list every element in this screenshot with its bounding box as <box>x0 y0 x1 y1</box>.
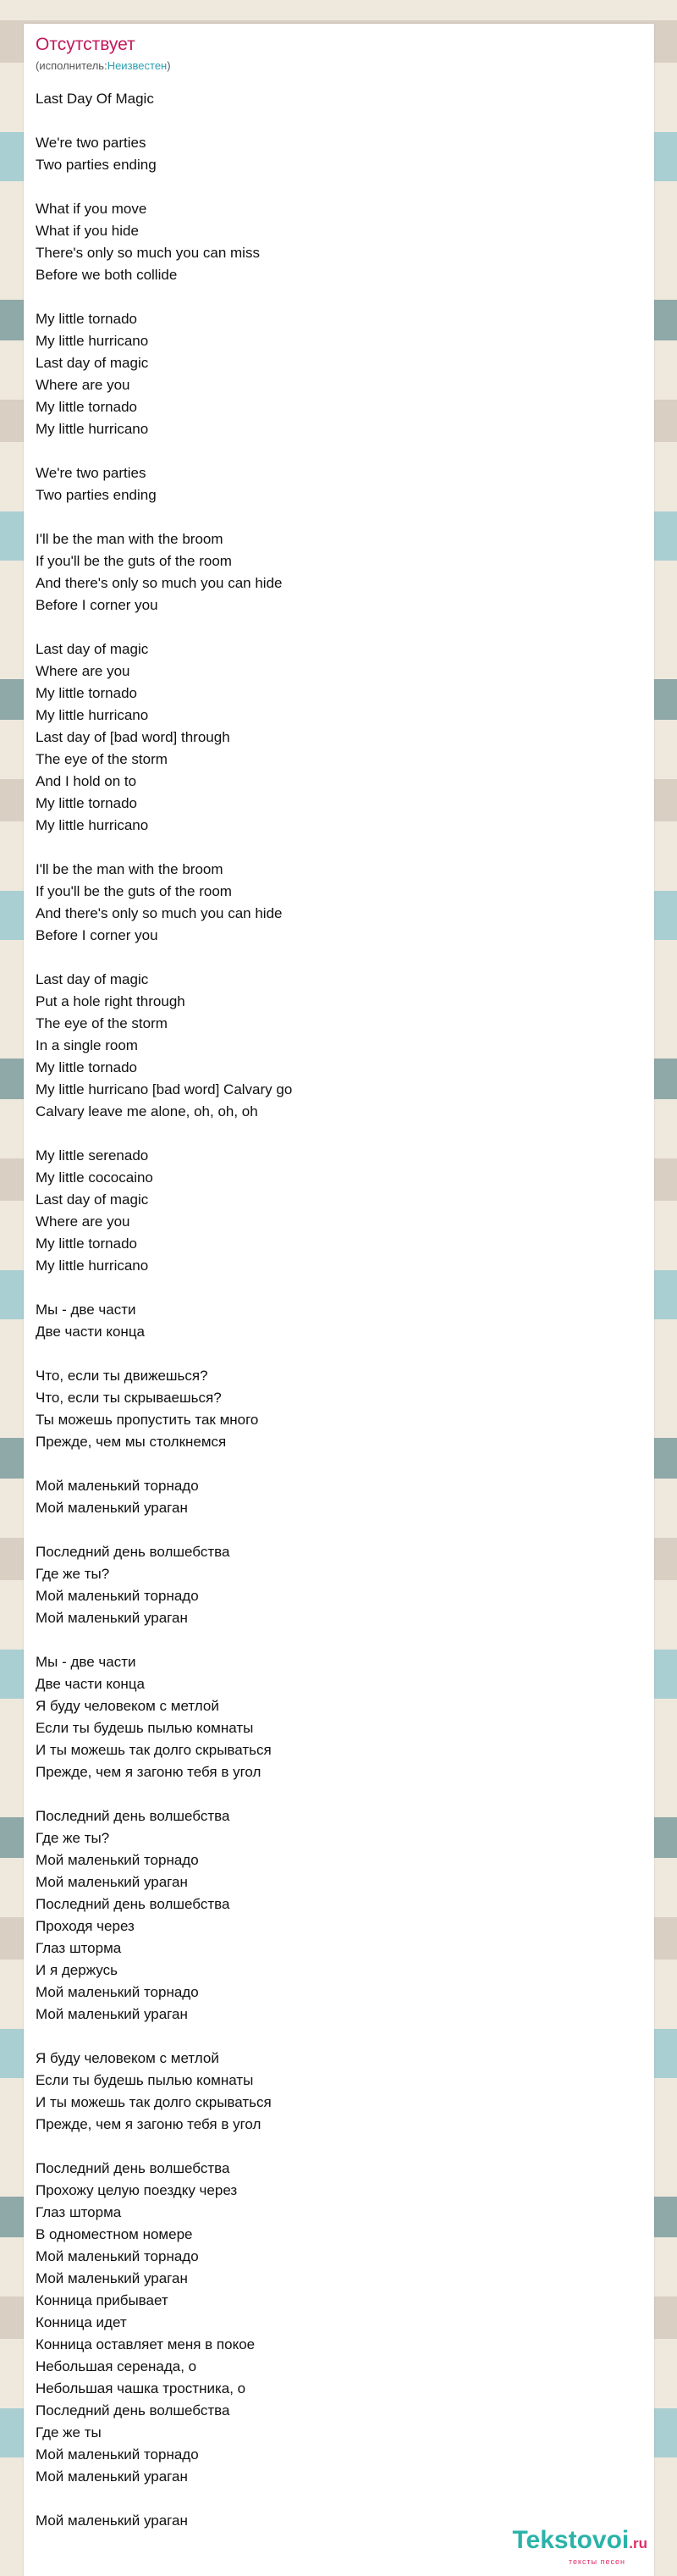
lyric-line: Before I corner you <box>36 597 158 613</box>
lyric-line: И я держусь <box>36 1962 118 1978</box>
lyric-line: If you'll be the guts of the room <box>36 553 232 569</box>
site-logo[interactable] <box>512 2527 647 2566</box>
lyric-line: Мой маленький ураган <box>36 2270 188 2286</box>
lyric-line: My little tornado <box>36 1059 137 1075</box>
stanza-gap <box>36 2488 628 2510</box>
stanza-gap <box>36 837 628 859</box>
lyric-line: Прохожу целую поездку через <box>36 2182 238 2198</box>
lyric-line: Последний день волшебства <box>36 1808 230 1824</box>
lyric-line: Ты можешь пропустить так много <box>36 1412 259 1428</box>
lyric-line: Прежде, чем я загоню тебя в угол <box>36 1764 261 1780</box>
lyric-line: Мой маленький ураган <box>36 1500 188 1516</box>
lyric-line: Где же ты? <box>36 1566 110 1582</box>
lyrics-page <box>24 24 654 2576</box>
lyric-line: Глаз шторма <box>36 2204 122 2220</box>
stanza-gap <box>36 1519 628 1541</box>
stanza-gap <box>36 2136 628 2158</box>
lyric-line: Конница идет <box>36 2314 127 2330</box>
lyric-line: My little hurricano <box>36 421 149 437</box>
lyric-line: И ты можешь так долго скрываться <box>36 1742 272 1758</box>
lyric-line: Если ты будешь пылью комнаты <box>36 2072 254 2088</box>
lyric-line: If you'll be the guts of the room <box>36 883 232 899</box>
lyric-line: Last Day Of Magic <box>36 91 154 107</box>
song-title: Отсутствует <box>36 35 135 54</box>
lyric-line: Where are you <box>36 663 130 679</box>
artist-link[interactable]: Неизвестен <box>107 59 168 72</box>
lyric-line: Мой маленький ураган <box>36 1610 188 1626</box>
lyric-line: My little tornado <box>36 311 137 327</box>
lyric-line: And there's only so much you can hide <box>36 575 283 591</box>
lyric-line: Прежде, чем я загоню тебя в угол <box>36 2116 261 2132</box>
stanza-gap <box>36 110 628 132</box>
lyric-line: Before we both collide <box>36 267 178 283</box>
stanza-gap <box>36 1277 628 1299</box>
lyric-line: Две части конца <box>36 1324 146 1340</box>
lyric-line: Если ты будешь пылью комнаты <box>36 1720 254 1736</box>
lyric-line: In a single room <box>36 1037 138 1053</box>
lyric-line: My little hurricano <box>36 1258 149 1274</box>
lyric-line: Небольшая серенада, о <box>36 2358 197 2374</box>
lyric-line: Мой маленький ураган <box>36 2468 188 2485</box>
stanza-gap <box>36 2026 628 2048</box>
lyric-line: My little hurricano [bad word] Calvary go <box>36 1081 293 1097</box>
lyric-line: I'll be the man with the broom <box>36 531 223 547</box>
lyric-line: В одноместном номере <box>36 2226 193 2242</box>
lyric-line: My little hurricano <box>36 817 149 833</box>
stanza-gap <box>36 1123 628 1145</box>
lyric-line: My little tornado <box>36 685 137 701</box>
lyric-line: Мой маленький ураган <box>36 1874 188 1890</box>
stanza-gap <box>36 440 628 462</box>
lyric-line: Мой маленький торнадо <box>36 1852 199 1868</box>
lyric-line: Last day of [bad word] through <box>36 729 230 745</box>
stanza-gap <box>36 1629 628 1651</box>
lyric-line: Где же ты? <box>36 1830 110 1846</box>
lyric-line: Я буду человеком с метлой <box>36 2050 219 2066</box>
lyric-line: And there's only so much you can hide <box>36 905 283 921</box>
stanza-gap <box>36 1783 628 1805</box>
lyric-line: My little tornado <box>36 795 137 811</box>
lyric-line: Two parties ending <box>36 157 157 173</box>
lyric-line: Небольшая чашка тростника, о <box>36 2380 246 2396</box>
lyric-line: And I hold on to <box>36 773 137 789</box>
logo-tagline: тексты песен <box>568 2557 625 2566</box>
lyric-line: My little tornado <box>36 1235 137 1252</box>
lyric-line: Что, если ты движешься? <box>36 1368 208 1384</box>
artist-prefix: (исполнитель: <box>36 59 107 72</box>
lyric-line: There's only so much you can miss <box>36 245 260 261</box>
lyric-line: Мой маленький торнадо <box>36 1984 199 2000</box>
lyric-line: Последний день волшебства <box>36 2402 230 2418</box>
lyric-line: My little cococaino <box>36 1169 153 1186</box>
lyric-line: Конница оставляет меня в покое <box>36 2336 256 2352</box>
lyrics-body <box>36 88 628 2532</box>
stanza-gap <box>36 176 628 198</box>
lyric-line: We're two parties <box>36 465 146 481</box>
lyric-line: We're two parties <box>36 135 146 151</box>
lyric-line: Последний день волшебства <box>36 1896 230 1912</box>
lyric-line: The eye of the storm <box>36 751 168 767</box>
lyric-line: Put a hole right through <box>36 993 185 1009</box>
stanza-gap <box>36 506 628 528</box>
lyric-line: Глаз шторма <box>36 1940 122 1956</box>
lyric-line: My little hurricano <box>36 707 149 723</box>
logo-wordmark <box>512 2527 647 2557</box>
lyric-line: Прежде, чем мы столкнемся <box>36 1434 227 1450</box>
lyric-line: Мой маленький торнадо <box>36 2248 199 2264</box>
lyric-line: Проходя через <box>36 1918 135 1934</box>
stanza-gap <box>36 616 628 638</box>
lyric-line: Мы - две части <box>36 1302 136 1318</box>
lyric-line: Мой маленький торнадо <box>36 2446 199 2463</box>
lyric-line: Last day of magic <box>36 971 149 987</box>
lyric-line: My little tornado <box>36 399 137 415</box>
stanza-gap <box>36 1343 628 1365</box>
lyric-line: Last day of magic <box>36 1191 149 1208</box>
logo-name: Tekstovoi <box>512 2526 630 2554</box>
lyric-line: Where are you <box>36 1213 130 1230</box>
lyric-line: My little serenado <box>36 1147 149 1164</box>
stanza-gap <box>36 286 628 308</box>
lyric-line: I'll be the man with the broom <box>36 861 223 877</box>
lyric-line: Last day of magic <box>36 641 149 657</box>
lyric-line: Before I corner you <box>36 927 158 943</box>
lyric-line: Я буду человеком с метлой <box>36 1698 219 1714</box>
lyric-line: Последний день волшебства <box>36 2160 230 2176</box>
lyric-line: Calvary leave me alone, oh, oh, oh <box>36 1103 258 1119</box>
lyric-line: Мой маленький торнадо <box>36 1588 199 1604</box>
lyric-line: Конница прибывает <box>36 2292 168 2308</box>
lyric-line: The eye of the storm <box>36 1015 168 1031</box>
artist-suffix: ) <box>167 59 171 72</box>
artist-line <box>36 59 171 73</box>
lyric-line: Two parties ending <box>36 487 157 503</box>
logo-tld: .ru <box>629 2535 647 2551</box>
stanza-gap <box>36 1453 628 1475</box>
lyric-line: Где же ты <box>36 2424 102 2441</box>
lyric-line: Две части конца <box>36 1676 146 1692</box>
lyric-line: Что, если ты скрываешься? <box>36 1390 222 1406</box>
lyric-line: What if you hide <box>36 223 139 239</box>
lyric-line: Last day of magic <box>36 355 149 371</box>
lyric-line: My little hurricano <box>36 333 149 349</box>
lyric-line: Мы - две части <box>36 1654 136 1670</box>
lyric-line: Where are you <box>36 377 130 393</box>
lyric-line: Мой маленький ураган <box>36 2006 188 2022</box>
stanza-gap <box>36 947 628 969</box>
lyric-line: Мой маленький торнадо <box>36 1478 199 1494</box>
lyric-line: Последний день волшебства <box>36 1544 230 1560</box>
lyric-line: What if you move <box>36 201 147 217</box>
lyric-line: Мой маленький ураган <box>36 2512 188 2529</box>
lyric-line: И ты можешь так долго скрываться <box>36 2094 272 2110</box>
